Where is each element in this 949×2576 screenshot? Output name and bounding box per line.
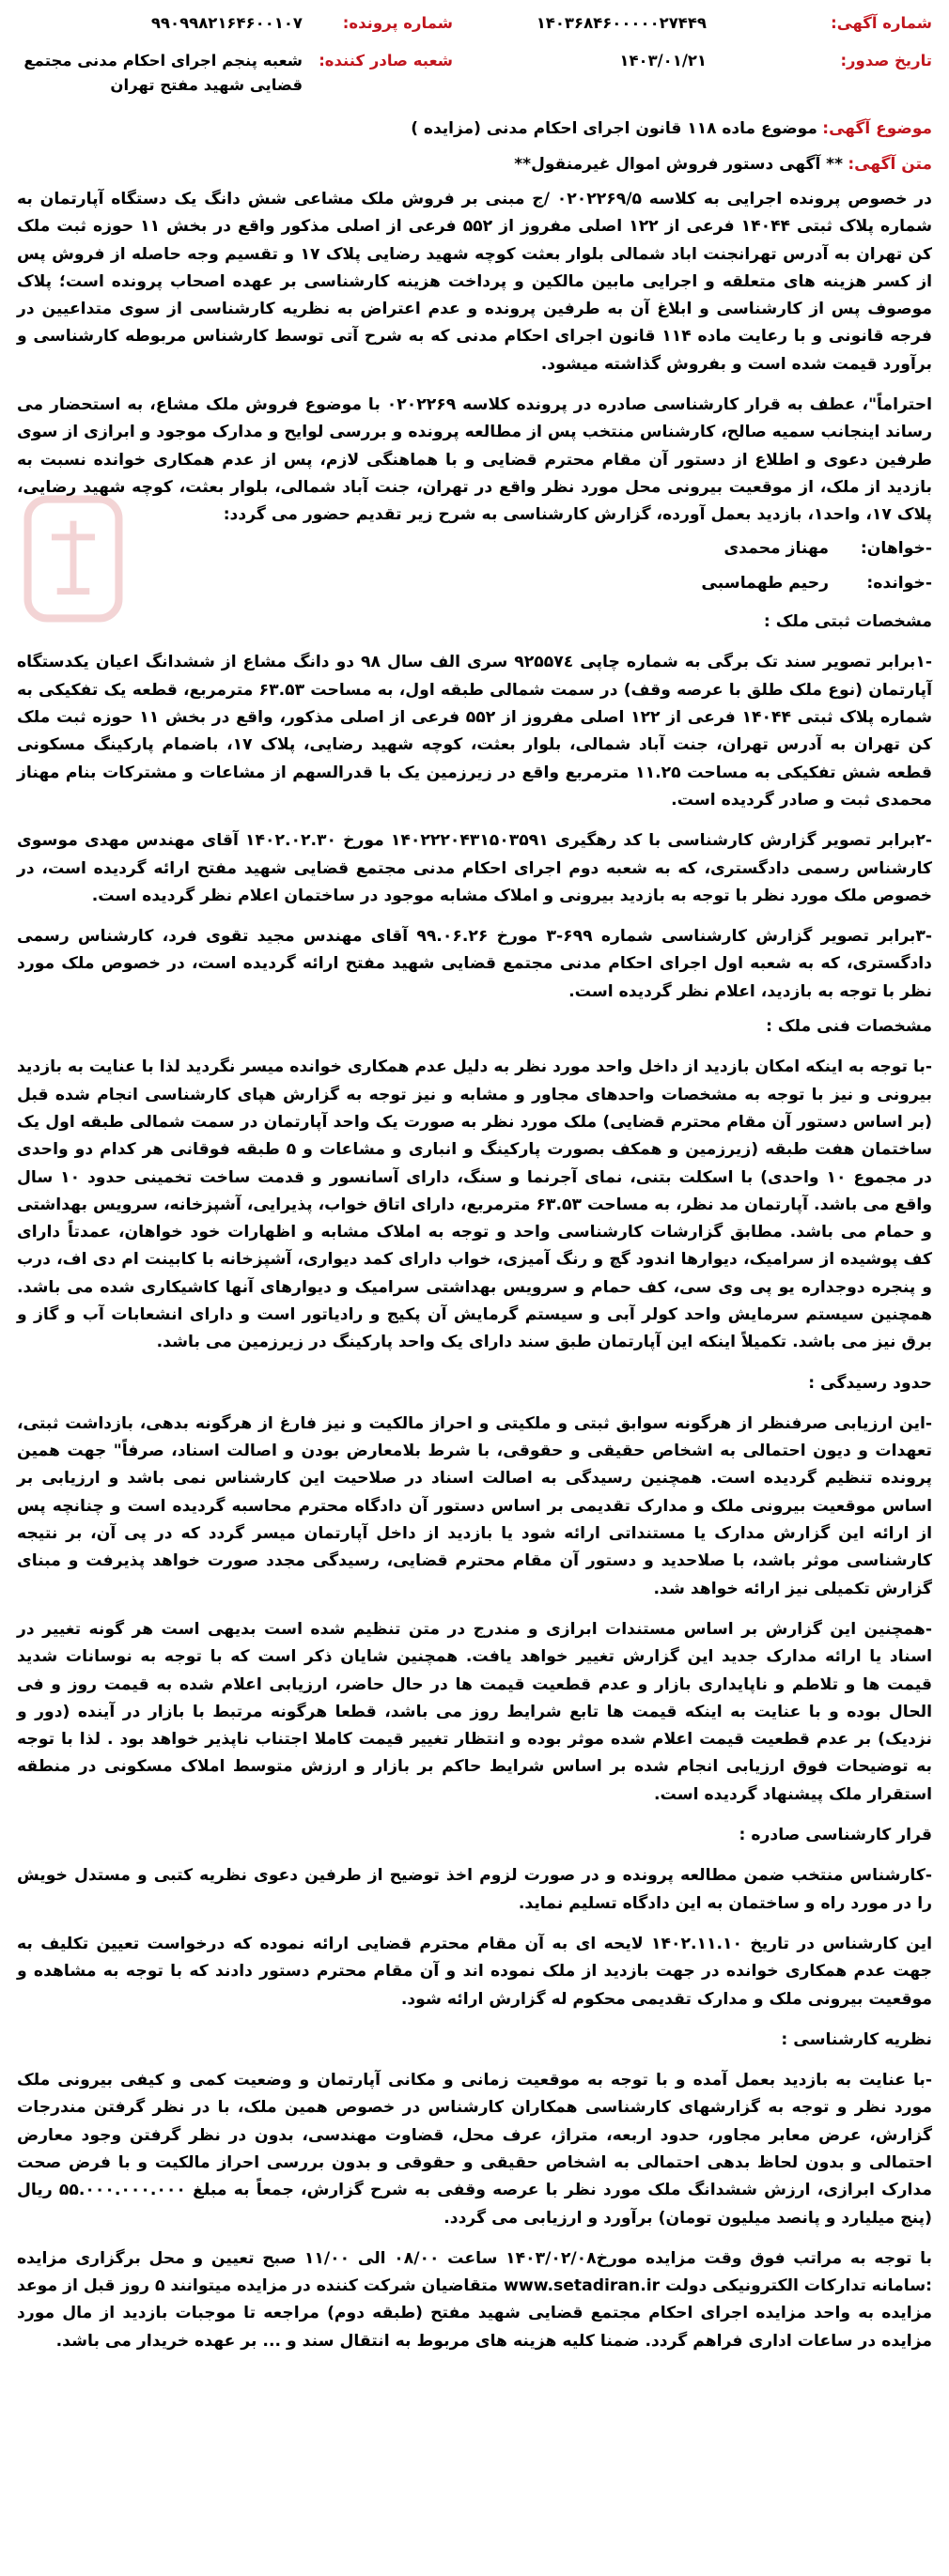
issue-date: ۱۴۰۳/۰۱/۲۱ bbox=[619, 52, 707, 69]
section-registry-title: مشخصات ثبتی ملک : bbox=[763, 612, 932, 632]
plaintiff-name: مهناز محمدی bbox=[723, 538, 829, 558]
case-number-label: شماره پرونده: bbox=[342, 14, 453, 32]
plaintiff-row bbox=[17, 535, 932, 563]
subject-line bbox=[17, 115, 932, 143]
defendant-name: رحیم طهماسبی bbox=[701, 573, 829, 593]
plaintiff-label: -خواهان: bbox=[860, 538, 932, 558]
branch-label: شعبه صادر کننده: bbox=[319, 52, 453, 69]
paragraph-order: -کارشناس منتخب ضمن مطالعه پرونده و در صورت لزوم اخذ توضیح از طرفین دعوی نظریه کتبی و مستدل خویش را در مورد راه و ساختمان به این دادگاه تسلیم نماید. bbox=[17, 1866, 932, 1913]
defendant-label: -خوانده: bbox=[866, 573, 932, 593]
section-technical-title: مشخصات فنی ملک : bbox=[766, 1017, 932, 1037]
scale-of-justice-watermark-icon bbox=[17, 488, 130, 629]
issue-date-label: تاریخ صدور: bbox=[840, 52, 932, 69]
paragraph-registry-1: -۱برابر تصویر سند تک برگی به شماره چاپی ۹۲۵۵۷٤ سری الف سال ۹۸ دو دانگ مشاع از ششدانگ اعیان یکدستگاه آپارتمان (نوع ملک طلق با عرصه وقف) در سمت شمالی طبقه اول، به مساحت ۶۳.۵۳ مترمربع، قطعه یک تفکیکی به شماره پلاک ثبتی ۱۴۰۴۴ فرعی از ۱۲۲ اصلی مفروز از ۵۵۲ فرعی از اصلی مذکور، واقع در بخش ۱۱ حوزه ثبت ملک کن تهران به آدرس تهران، جنت آباد شمالی، بلوار بعثت، کوچه شهید رضایی، پلاک ۱۷، باضمام پارکینگ مسکونی قطعه شش تفکیکی به مساحت ۱۱.۲۵ مترمربع واقع در زیرزمین یک با قدرالسهم از مشاعات و مشترکات بنام مهناز محمدی ثبت و صادر گردیده است. bbox=[17, 653, 933, 810]
case-number: ۹۹۰۹۹۸۲۱۶۴۶۰۰۱۰۷ bbox=[150, 14, 303, 32]
header-block-2 bbox=[17, 49, 932, 98]
notice-text-line bbox=[17, 150, 932, 178]
paragraph-limits-1: -این ارزیابی صرفنظر از هرگونه سوابق ثبتی و ملکیتی و احراز مالکیت و نیز فارغ از هرگونه بدهی، بازداشت ثبتی، تعهدات و دیون احتمالی به اشخاص حقیقی و حقوقی، با شرط بلامعارض بودن و اصالت اسناد، صرفاً" جهت همین پرونده تنظیم گردیده است. همچنین رسیدگی به اصالت اسناد در صلاحیت این کارشناس نمی باشد و ارزیابی بر اساس موقعیت بیرونی ملک و مدارک تقدیمی بر اساس دستور آن دادگاه محترم محاسبه گردیده است و چنانچه پس از ارائه این گزارش مدارک یا مستنداتی ارائه شود یا بازدید از داخل آپارتمان میسر گردد که در پی آن، بر نتیجه کارشناسی موثر باشد، با صلاحدید و دستور آن مقام محترم قضایی، رسیدگی مجدد صورت خواهد پذیرفت و مبنای گزارش تکمیلی نیز ارائه خواهد شد. bbox=[17, 1413, 932, 1598]
header-block bbox=[17, 11, 932, 36]
subject-label: موضوع آگهی: bbox=[822, 119, 932, 138]
paragraph-auction-details: با توجه به مراتب فوق وقت مزایده مورخ۱۴۰۳/۰۲/۰۸ ساعت ۰۸/۰۰ الی ۱۱/۰۰ صبح تعیین و محل برگزاری مزایده :سامانه تدارکات الکترونیکی دولت www.setadiran.ir متقاضیان شرکت کننده در مزایده میتوانند ۵ روز قبل از موعد مزایده به واحد مزایده اجرای احکام مجتمع قضایی شهید مفتح (طبقه دوم) مراجعه تا موجبات بازدید از مال مورد مزایده در ساعات اداری فراهم گردد. ضمنا کلیه هزینه های مربوط به انتقال سند و ... بر عهده خریدار می باشد. bbox=[17, 2248, 932, 2351]
paragraph-limits-2: -همچنین این گزارش بر اساس مستندات ابرازی و مندرج در متن تنظیم شده است بدیهی است هر گونه تغییر در اسناد یا ارائه مدارک جدید این گزارش تغییر خواهد یافت. همچنین شایان ذکر است که با توجه به نوسانات شدید قیمت ها و تلاطم و ناپایداری بازار و عدم قطعیت قیمت ها در حال حاضر، ارزیابی اعلام شده به قیمت روز و فی الحال بوده و با عنایت به اینکه قیمت ها تابع شرایط روز می باشد، قطعا هرگونه مرتبط با بازار در آینده (دور و نزدیک) بر عدم قطعیت قیمت اعلام شده موثر بوده و انتظار تغییر قیمت کاملا اجتناب ناپذیر خواهد بود . لذا با توجه به توضیحات فوق ارزیابی انجام شده بر اساس شرایط حاکم بر بازار و ارزش متوسط املاک مسکونی در منطقه استقرار ملک پیشنهاد گردیده است. bbox=[17, 1619, 932, 1804]
paragraph-registry-2: -۲برابر تصویر گزارش کارشناسی با کد رهگیری ۱۴۰۲۲۲۰۴۳۱۵۰۳۵۹۱ مورخ ۱۴۰۲.۰۲.۳۰ آقای مهندس مهدی موسوی کارشناس رسمی دادگستری، که به شعبه دوم اجرای احکام مدنی مجتمع قضایی شهید مفتح ارائه گردیده است، در خصوص ملک مورد نظر با توجه به بازدید بیرونی و املاک مشابه موجود در ساختمان اعلام نظر گردیده است. bbox=[17, 831, 932, 905]
notice-text-title: ** آگهی دستور فروش اموال غیرمنقول** bbox=[514, 155, 843, 174]
issuing-branch: شعبه پنجم اجرای احکام مدنی مجتمع قضایی شهید مفتح تهران bbox=[23, 52, 303, 94]
defendant-row bbox=[17, 570, 932, 597]
paragraph-intro: در خصوص پرونده اجرایی به کلاسه ۰۲۰۲۲۶۹/۵ /ج مبنی بر فروش ملک مشاعی شش دانگ یک دستگاه آپارتمان به شماره پلاک ثبتی ۱۴۰۴۴ فرعی از ۱۲۲ اصلی مفروز از ۵۵۲ فرعی از اصلی مذکور واقع در بخش ۱۱ حوزه ثبت ملک کن تهران به آدرس تهرانجنت اباد شمالی بلوار بعثت کوچه شهید رضایی پلاک ۱۷ و تقسیم وجه حاصله از فروش پس از کسر هزینه های متعلقه و اجرایی مابین مالکین و پرداخت هزینه کارشناسی بر عهده اصحاب پرونده است؛ پلاک موصوف پس از کارشناسی و ابلاغ آن به طرفین پرونده و عدم اعتراض به نظریه کارشناسی از سوی متداعیین در فرجه قانونی و با رعایت ماده ۱۱۴ قانون اجرای احکام مدنی که به شرح آتی توسط کارشناس مربوطه کارشناسی و برآورد قیمت شده است و بفروش گذاشته میشود. bbox=[17, 190, 932, 374]
notice-text-label: متن آگهی: bbox=[848, 155, 932, 174]
paragraph-opinion: -با عنایت به بازدید بعمل آمده و با توجه به موقعیت زمانی و مکانی آپارتمان و وضعیت کمی و کیفی بیرونی ملک مورد نظر و توجه به گزارشهای کارشناسی همکاران کارشناس در خصوص همین ملک، با در نظر گرفتن مندرجات گزارش، عرض معابر مجاور، حدود اربعه، متراژ، عرف محل، قضاوت مهندسی، بدون در نظر گرفتن وجود معارض احتمالی و بدون لحاظ بدهی احتمالی به اشخاص حقیقی و حقوقی و بدون بررسی احراز مالکیت و با فرض صحت مدارک ابرازی، ارزش ششدانگ ملک مورد نظر با عرصه وقفی به شرح گزارش، جمعاً به مبلغ ۵۵.۰۰۰.۰۰۰.۰۰۰ ریال (پنج میلیارد و پانصد میلیون تومان) برآورد و ارزیابی می گردد. bbox=[17, 2071, 932, 2228]
paragraph-request: این کارشناس در تاریخ ۱۴۰۲.۱۱.۱۰ لایحه ای به آن مقام محترم قضایی ارائه نموده که درخواست تعیین تکلیف به جهت عدم همکاری خوانده در جهت بازدید از ملک نموده اند و آن مقام محترم دستور دادند که با توجه به مشاهده و موقعیت بیرونی ملک و مدارک تقدیمی محکوم له گزارش ارائه شود. bbox=[17, 1934, 932, 2009]
notice-body bbox=[17, 186, 932, 2355]
paragraph-registry-3: -۳برابر تصویر گزارش کارشناسی شماره ۶۹۹-۳ مورخ ۹۹.۰۶.۲۶ آقای مهندس مجید تقوی فرد، کارشناس رسمی دادگستری، که به شعبه اول اجرای احکام مدنی مجتمع قضایی شهید مفتح ارائه گردیده است، در خصوص ملک مورد نظر با توجه به بازدید، اعلام نظر گردیده است. bbox=[17, 927, 932, 1001]
section-opinion-title: نظریه کارشناسی : bbox=[781, 2029, 932, 2049]
subject-value: موضوع ماده ۱۱۸ قانون اجرای احکام مدنی (مزایده ) bbox=[411, 119, 817, 138]
section-order-title: قرار کارشناسی صادره : bbox=[739, 1826, 932, 1845]
paragraph-technical: -با توجه به اینکه امکان بازدید از داخل واحد مورد نظر به دلیل عدم همکاری خوانده میسر نگردید لذا با عنایت به بازدید بیرونی و نیز با توجه به مشخصات واحدهای مجاور و مشابه و نیز توجه به گزارش هپای کارشناسی انجام شده قبل (بر اساس دستور آن مقام محترم قضایی) ملک مورد نظر به صورت یک واحد آپارتمان در سمت شمالی طبقه اول یک ساختمان هفت طبقه (زیرزمین و همکف بصورت پارکینگ و انباری و مشاعات و ۵ طبقه فوقانی هر کدام دو واحدی در مجموع ۱۰ واحدی) با اسکلت بتنی، نمای آجرنما و سنگ، دارای آسانسور و قدمت ساخت تخمینی حدود ۱۰ سال واقع می باشد. آپارتمان مد نظر، به مساحت ۶۳.۵۳ مترمربع، دارای اتاق خواب، پذیرایی، آشپزخانه، سرویس بهداشتی و حمام می باشد. مطابق گزارشات کارشناسی واحد و توجه به املاک مشابه و اظهارات خود خواهان، عمدتاً دارای کف پوشیده از سرامیک، دیوارها اندود گچ و رنگ آمیزی، خواب دارای کمد دیواری، آشپزخانه با کابینت ام دی اف، درب و پنجره دوجداره یو پی وی سی، کف حمام و سرویس بهداشتی سرامیک و دیوارهای آنها کاشیکاری شده می باشد. همچنین سیستم سرمایش واحد کولر آبی و سیستم گرمایش آن پکیج و رادیاتور است و دارای انشعابات آب و گاز و برق نیز می باشد. تکمیلاً اینکه این آپارتمان طبق سند دارای یک واحد پارکینگ در زیرزمین می باشد. bbox=[17, 1057, 933, 1352]
paragraph-expert-report: احتراماً"، عطف به قرار کارشناسی صادره در پرونده کلاسه ۰۲۰۲۲۶۹ با موضوع فروش ملک مشاع، به استحضار می رساند اینجانب سمیه صالح، کارشناس منتخب پس از مطالعه پرونده و بررسی لوایح و مدارک موجود و ابرازی از سوی طرفین دعوی و اطلاع از دستور آن مقام محترم قضایی و با هماهنگی لازم، پس از عدم همکاری خوانده نسبت به بازدید از ملک، از موقعیت بیرونی محل مورد نظر واقع در تهران، جنت آباد شمالی، بلوار بعثت، کوچه شهید رضایی، پلاک ۱۷، واحد۱، بازدید بعمل آورده، گزارش کارشناسی به شرح زیر تقدیم حضور می گردد: bbox=[17, 395, 932, 525]
ad-number: ۱۴۰۳۶۸۴۶۰۰۰۰۰۲۷۴۴۹ bbox=[536, 14, 707, 32]
section-limits-title: حدود رسیدگی : bbox=[808, 1373, 932, 1393]
ad-number-label: شماره آگهی: bbox=[831, 14, 932, 32]
